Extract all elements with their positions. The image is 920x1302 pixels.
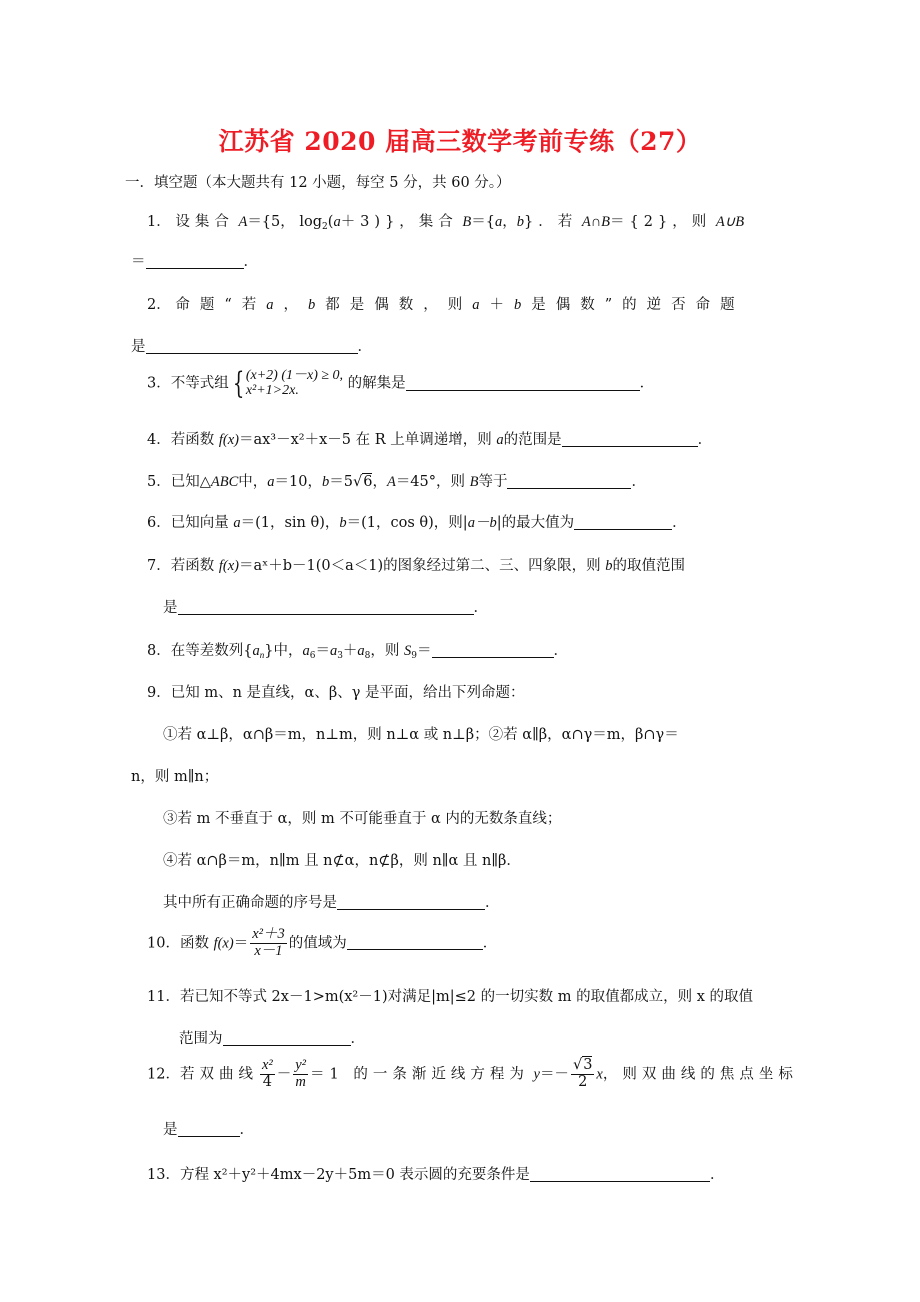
question-12-line-1: 12．若双曲线 $\frac{\text{x²}}{4}$ － $\frac{\text{y²}}{m}$ ＝1 的一条渐近线方程为 y＝－ $\frac{√3}{2}$ x，则双曲线的焦点坐标: [147, 1057, 798, 1090]
answer-blank-11[interactable]: [223, 1031, 351, 1046]
question-number: 5．: [147, 474, 171, 490]
question-7-line-2: 是 ．: [163, 600, 488, 616]
fraction-sqrt3-over-2: $\frac{√3}{2}$: [572, 1057, 593, 1090]
question-2-line-2: 是 ．: [131, 339, 372, 355]
question-9-ask: 其中所有正确命题的序号是 ．: [163, 895, 500, 911]
question-12-line-2: 是 ．: [163, 1122, 254, 1138]
question-9-proposition-2-cont: n，则 m∥n；: [131, 769, 219, 785]
question-number: 12．: [147, 1066, 180, 1083]
question-13: 13．方程 x²＋y²＋4mx－2y＋5m＝0 表示圆的充要条件是 ．: [147, 1167, 725, 1183]
page-title: 江苏省 2020 届高三数学考前专练（27）: [218, 127, 702, 156]
question-2-line-1: 2． 命题“若a，b都是偶数，则a＋b是偶数”的逆否命题: [147, 297, 745, 313]
question-number: 8．: [147, 643, 171, 659]
fraction-x2-over-4: $\frac{\text{x²}}{4}$: [261, 1057, 273, 1090]
fraction: $\frac{\text{x²＋3}}{x-1}$: [252, 926, 285, 959]
answer-blank-8[interactable]: [432, 643, 554, 658]
fraction-y2-over-m: $\frac{\text{y²}}{m}$: [295, 1057, 307, 1090]
sqrt-symbol: √: [572, 1057, 583, 1073]
answer-blank-10[interactable]: [347, 935, 483, 950]
answer-blank-12[interactable]: [178, 1122, 240, 1137]
question-number: 13．: [147, 1167, 180, 1183]
question-9-proposition-3: ③若 m 不垂直于 α，则 m 不可能垂直于 α 内的无数条直线；: [163, 811, 562, 827]
question-3: 3．不等式组 { (x+2) (1－x) ≥ 0, x²+1>2x. 的解集是 ．: [147, 366, 655, 401]
answer-blank-2[interactable]: [146, 339, 358, 354]
question-6: 6．已知向量 a＝(1，sin θ)，b＝(1，cos θ)，则|a－b|的最大值为 ．: [147, 515, 687, 531]
section-heading: 一．填空题（本大题共有 12 小题，每空 5 分，共 60 分。）: [125, 175, 511, 191]
question-number: 3．: [147, 375, 171, 392]
question-9-intro: 9．已知 m、n 是直线，α、β、γ 是平面，给出下列命题：: [147, 685, 525, 701]
question-8: 8．在等差数列$\{a_n\}$中，$a_6=a_3+a_8$，则 $S_9=$ ．: [147, 643, 568, 661]
answer-blank-1[interactable]: [146, 254, 244, 269]
question-number: 2．: [147, 297, 171, 313]
question-10: 10．函数 f(x)＝ $\frac{\text{x²＋3}}{x-1}$ 的值域为 ．: [147, 926, 498, 959]
question-5: 5．已知△ABC中，a＝10，b＝5√6，A＝45°，则 B等于 ．: [147, 474, 646, 490]
question-number: 6．: [147, 515, 171, 531]
question-number: 10．: [147, 935, 180, 952]
sqrt-symbol: √: [352, 474, 363, 490]
answer-blank-7[interactable]: [178, 600, 474, 615]
question-number: 11．: [147, 989, 180, 1005]
question-11-line-1: 11．若已知不等式 2x－1>m(x²－1)对满足|m|≤2 的一切实数 m 的取值都成立，则 x 的取值: [147, 989, 753, 1005]
question-4: 4．若函数 f(x)＝ax³－x²＋x－5 在 R 上单调递增，则 a的范围是 ．: [147, 432, 713, 448]
question-number: 7．: [147, 558, 171, 574]
question-7-line-1: 7．若函数 f(x)＝aˣ＋b－1(0＜a＜1)的图象经过第二、三、四象限，则 b的取值范围: [147, 558, 686, 574]
question-number: 9．: [147, 685, 171, 701]
answer-blank-3[interactable]: [406, 376, 640, 391]
answer-blank-5[interactable]: [507, 474, 631, 489]
question-1-line-2: ＝ ．: [131, 254, 258, 270]
answer-blank-4[interactable]: [562, 432, 698, 447]
answer-blank-9[interactable]: [337, 895, 485, 910]
answer-blank-13[interactable]: [530, 1167, 710, 1182]
question-number: 4．: [147, 432, 171, 448]
question-9-proposition-4: ④若 α∩β＝m，n∥m 且 n⊄α，n⊄β，则 n∥α 且 n∥β．: [163, 853, 521, 869]
question-1-line-1: 1． 设集合 A＝{5， $\log_2(a+3)$}，集合 B＝{a，b}．若 A∩B＝{2}，则 A∪B: [147, 214, 745, 232]
answer-blank-6[interactable]: [574, 515, 672, 530]
question-number: 1．: [147, 214, 171, 230]
left-brace: {: [232, 366, 245, 401]
question-9-proposition-1-2: ①若 α⊥β，α∩β＝m，n⊥m，则 n⊥α 或 n⊥β；②若 α∥β，α∩γ＝m，β∩γ＝: [163, 727, 679, 743]
inequality-system: (x+2) (1－x) ≥ 0, x²+1>2x.: [245, 367, 344, 398]
question-11-line-2: 范围为 ．: [179, 1031, 365, 1047]
